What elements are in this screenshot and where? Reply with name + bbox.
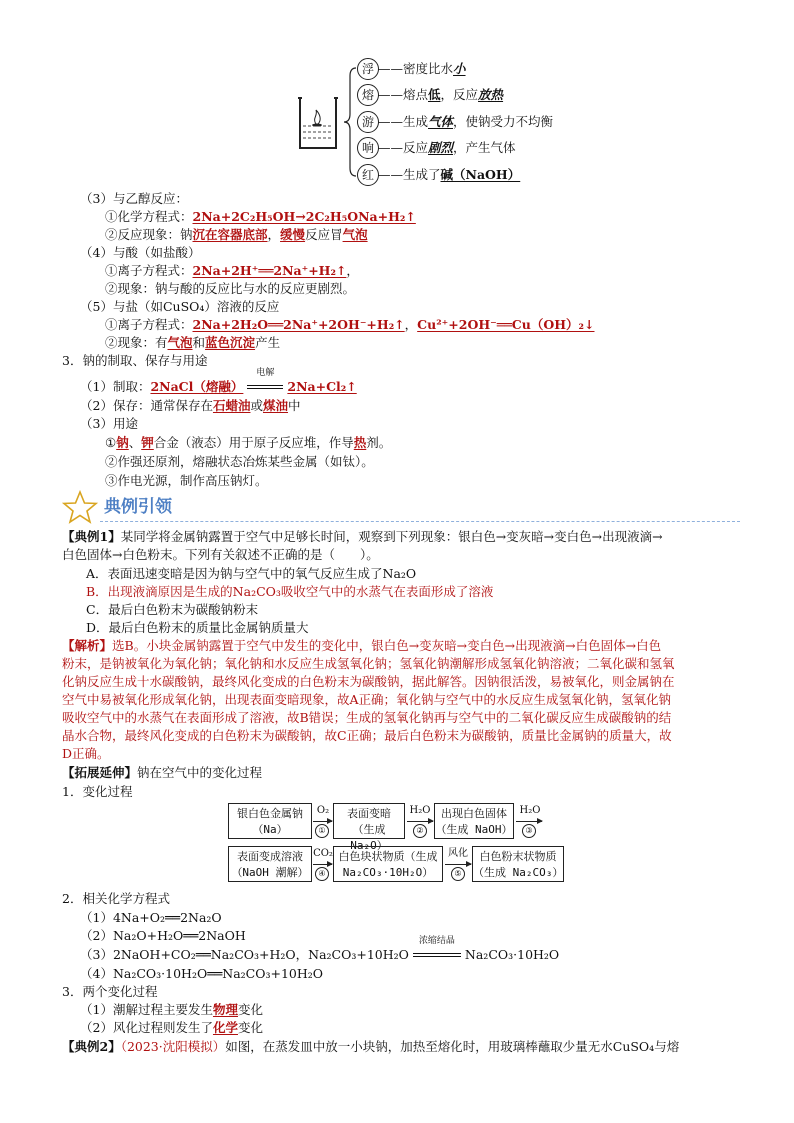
arrow-5-num: ⑤ <box>451 867 465 881</box>
ex1-option-c: C．最后白色粉末为碳酸钠粉末 <box>86 602 259 617</box>
desc-float: ——密度比水小 <box>378 61 466 76</box>
label-you: 游 <box>357 111 379 133</box>
s4-line2: ②现象：钠与酸的反应比与水的反应更剧烈。 <box>105 281 356 296</box>
s6-uses-heading: （3）用途 <box>80 416 138 431</box>
flow-arrow-3 <box>516 821 542 822</box>
s6-use3: ③作电光源，制作高压钠灯。 <box>105 473 268 488</box>
desc-red: ——生成了碱（NaOH） <box>378 167 521 182</box>
extension-h3: 3．两个变化过程 <box>62 984 158 999</box>
s6-use2: ②作强还原剂，熔融状态冶炼某些金属（如钛）。 <box>105 454 374 469</box>
analysis-line5: 吸收空气中的水蒸气在表面形成了溶液，故B错误；生成的氢氧化钠再与空气中的二氧化碳反应生成碳酸钠的结 <box>62 710 672 725</box>
s4-line1: ①离子方程式：2Na+2H⁺══2Na⁺+H₂↑， <box>105 263 359 278</box>
ex2-line1: 【典例2】（2023·沈阳模拟）如图，在蒸发皿中放一小块钠，加热至熔化时，用玻璃棒蘸取少量无水CuSO₄与熔 <box>62 1039 680 1054</box>
analysis-line2: 粉末，是钠被氧化为氧化钠；氧化钠和水反应生成氢氧化钠；氢氧化钠潮解形成氢氧化钠溶液；二氧化碳和氢氧 <box>62 656 675 671</box>
arrow-4-num: ④ <box>315 867 329 881</box>
label-rong: 熔 <box>357 84 379 106</box>
desc-swim: ——生成气体，使钠受力不均衡 <box>378 114 554 129</box>
eq-1: （1）4Na+O₂══2Na₂O <box>80 910 222 925</box>
arrow-2-num: ② <box>413 824 427 838</box>
analysis-line7: D正确。 <box>62 746 110 761</box>
arrow-1-num: ① <box>315 824 329 838</box>
arrow-3-num: ③ <box>522 824 536 838</box>
flow-arrow-5 <box>445 864 471 865</box>
flow-arrow-4 <box>313 864 332 865</box>
s6-prep: （1）制取：2NaCl（熔融） 电解 2Na+Cl₂↑ <box>80 368 357 394</box>
label-fu: 浮 <box>357 58 379 80</box>
s5-heading: （5）与盐（如CuSO₄）溶液的反应 <box>80 299 280 314</box>
electrolysis-condition: 电解 <box>243 381 287 391</box>
s4-heading: （4）与酸（如盐酸） <box>80 245 201 260</box>
analysis-line1: 【解析】选B。小块金属钠露置于空气中发生的变化中，银白色→变灰暗→变白色→出现液滴→白色固体→白色 <box>62 638 662 653</box>
title-divider <box>100 521 740 522</box>
desc-sound: ——反应剧烈，产生气体 <box>378 140 516 155</box>
flow-arrow-2 <box>407 821 433 822</box>
star-icon <box>62 490 98 524</box>
s6-use1: ①钠、钾合金（液态）用于原子反应堆，作导热剂。 <box>105 435 392 450</box>
ex1-option-d: D．最后白色粉末的质量比金属钠质量大 <box>86 620 309 635</box>
arrow-1-label: O₂ <box>316 805 330 816</box>
arrow-3-label: H₂O <box>519 805 541 816</box>
flow-box-3: 出现白色固体 （生成 NaOH） <box>434 803 514 839</box>
arrow-4-label: CO₂ <box>313 848 333 859</box>
extension-heading: 【拓展延伸】钠在空气中的变化过程 <box>62 765 263 780</box>
s5-line1: ①离子方程式：2Na+2H₂O══2Na⁺+2OH⁻+H₂↑，Cu²⁺+2OH⁻══Cu（OH）₂↓ <box>105 317 595 332</box>
s5-line2: ②现象：有气泡和蓝色沉淀产生 <box>105 335 281 350</box>
analysis-line3: 化钠反应生成十水碳酸钠，最终风化变成的白色粉末为碳酸钠，据此解答。因钠很活泼，易被氧化，则金属钠在 <box>62 674 675 689</box>
flow-box-6: 白色粉末状物质 （生成 Na₂CO₃） <box>472 846 564 882</box>
analysis-line6: 晶水合物，最终风化变成的白色粉末为碳酸钠，故C正确；最后白色粉末为碳酸钠，质量比金属钠的质量大，故 <box>62 728 672 743</box>
example-section-title: 典例引领 <box>104 497 172 517</box>
beaker-icon <box>296 92 342 152</box>
ex1-q-line1: 【典例1】某同学将金属钠露置于空气中足够长时间，观察到下列现象：银白色→变灰暗→变白色→出现液滴→ <box>62 529 663 544</box>
extension-h1: 1．变化过程 <box>62 784 133 799</box>
s3-heading: （3）与乙醇反应： <box>80 191 188 206</box>
analysis-line4: 空气中易被氧化形成氧化钠，出现表面变暗现象，故A正确；氧化钠与空气中的水反应生成氢氧化钠，氢氧化钠 <box>62 692 672 707</box>
extension-h2: 2．相关化学方程式 <box>62 891 170 906</box>
arrow-2-label: H₂O <box>409 805 431 816</box>
flow-box-5: 白色块状物质（生成 Na₂CO₃·10H₂O） <box>333 846 443 882</box>
flow-box-1: 银白色金属钠 （Na） <box>228 803 312 839</box>
eq-2: （2）Na₂O+H₂O══2NaOH <box>80 928 246 943</box>
desc-melt: ——熔点低，反应放热 <box>378 87 504 102</box>
ex1-option-a: A．表面迅速变暗是因为钠与空气中的氧气反应生成了Na₂O <box>86 566 417 581</box>
eq-3: （3）2NaOH+CO₂══Na₂CO₃+H₂O，Na₂CO₃+10H₂O 浓缩结晶 Na₂CO₃·10H₂O <box>80 936 560 962</box>
change-deliquescence: （1）潮解过程主要发生物理变化 <box>80 1002 263 1017</box>
eq-4: （4）Na₂CO₃·10H₂O══Na₂CO₃+10H₂O <box>80 966 324 981</box>
arrow-5-label: 风化 <box>448 848 468 859</box>
ex1-q-line2: 白色固体→白色粉末。下列有关叙述不正确的是（ ）。 <box>62 547 379 562</box>
label-xiang: 响 <box>357 137 379 159</box>
s3-line2: ②反应现象：钠沉在容器底部，缓慢反应冒气泡 <box>105 227 368 242</box>
s3-line1: ①化学方程式：2Na+2C₂H₅OH→2C₂H₅ONa+H₂↑ <box>105 209 416 224</box>
s6-storage: （2）保存：通常保存在石蜡油或煤油中 <box>80 398 301 413</box>
flow-box-4: 表面变成溶液 （NaOH 潮解） <box>228 846 312 882</box>
s6-heading: 3．钠的制取、保存与用途 <box>62 353 208 368</box>
crystallize-condition: 浓缩结晶 <box>409 949 465 959</box>
label-hong: 红 <box>357 164 379 186</box>
flow-box-2: 表面变暗 （生成 Na₂O） <box>333 803 405 839</box>
ex1-option-b: B．出现液滴原因是生成的Na₂CO₃吸收空气中的水蒸气在表面形成了溶液 <box>86 584 494 599</box>
change-efflorescence: （2）风化过程则发生了化学变化 <box>80 1020 263 1035</box>
flow-arrow-1 <box>313 821 332 822</box>
